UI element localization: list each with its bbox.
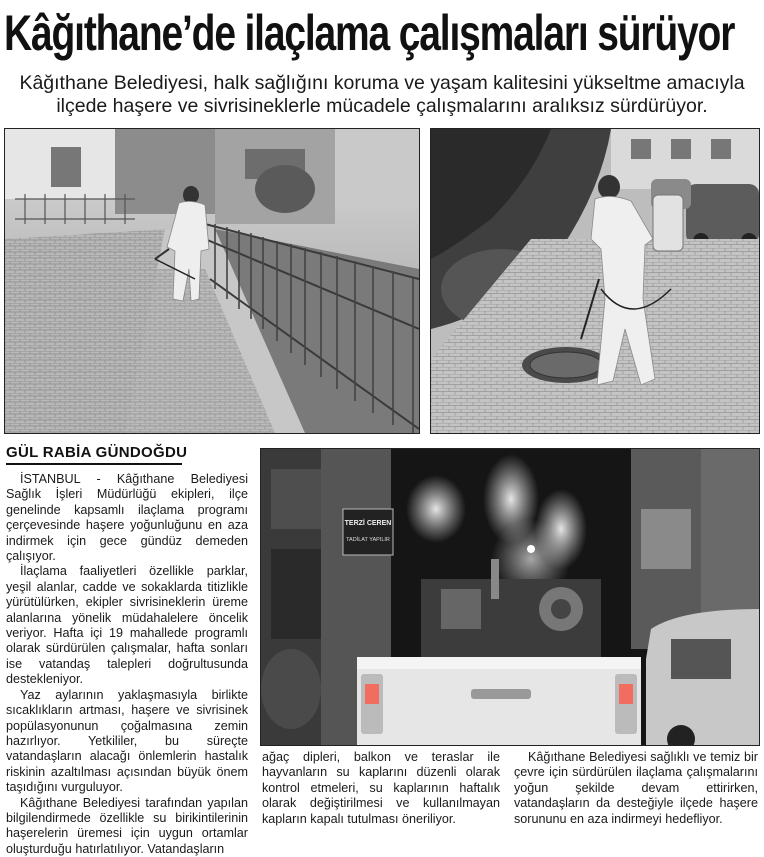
headline: Kâğıthane’de ilaçlama çalışmaları sürüyor xyxy=(4,5,735,61)
paragraph: Kâğıthane Belediyesi tarafından yapılan bilgilendirmede özellikle su birikintilerinin haşerelerin üremesi için uygun ortamlar oluşturduğu hatırlatılıyor. Vatandaşların xyxy=(6,795,248,856)
standfirst: Kâğıthane Belediyesi, halk sağlığını koruma ve yaşam kalitesini yükseltme amacıyla ilçede haşere ve sivrisineklerle mücadele çalışmalarını aralıksız sürdürüyor. xyxy=(19,72,745,117)
paragraph: İSTANBUL - Kâğıthane Belediyesi Sağlık İşleri Müdürlüğü ekipleri, ilçe genelinde kapsamlı ilaçlama programı çerçevesinde haşere yoğunluğunu en aza indirmek için gece gündüz demeden çalışıyor. xyxy=(6,472,248,564)
paragraph: Kâğıthane Belediyesi sağlıklı ve temiz bir çevre için sürdürülen ilaçlama çalışmalarını yoğun şekilde devam ettirirken, vatandaşların da desteğiyle ilçede haşere sorununu en aza indirmeyi hedefliyor. xyxy=(514,750,758,826)
paragraph: Yaz aylarının yaklaşmasıyla birlikte sıcaklıkların artması, haşere ve sivrisinek popülasyonunun çoğalmasına zemin hazırlıyor. Yetkililer, bu süreçte vatandaşların alacağı önlemlerin hastalık riskinin azaltılması açısından büyük önem taşıdığını vurguluyor. xyxy=(6,687,248,795)
paragraph: ağaç dipleri, balkon ve teraslar ile hayvanların su kaplarını düzenli olarak kontrol etmeleri, su kaplarının haftalık olarak değiştirilmesi ve kullanılmayan kapların kapalı tutulması öneriliyor. xyxy=(262,750,500,826)
photo-worker-sidewalk-image xyxy=(5,129,419,433)
photo-worker-manhole-image xyxy=(431,129,759,433)
shop-sign-line1: TERZİ CEREN xyxy=(344,520,392,527)
article-column-2 xyxy=(262,750,500,827)
photo-fogging-truck xyxy=(260,448,760,746)
article-column-1 xyxy=(6,472,248,857)
photo-fogging-truck-image xyxy=(261,449,759,745)
article-column-3 xyxy=(514,750,758,827)
photo-worker-sidewalk xyxy=(4,128,420,434)
photo-worker-manhole xyxy=(430,128,760,434)
shop-sign-line2: TADİLAT YAPILIR xyxy=(346,537,390,543)
byline: GÜL RABİA GÜNDOĞDU xyxy=(6,444,182,465)
paragraph: İlaçlama faaliyetleri özellikle parklar, yeşil alanlar, cadde ve sokaklarda titizlikle yürütülürken, ekipler sivrisineklerin üreme alanlarına yönelik müdahalelere öncelik veriyor. Hafta içi 19 mahallede programlı olarak sürdürülen çalışmalar, hafta sonları ise vatandaş talepleri doğrultusunda destekleniyor. xyxy=(6,564,248,687)
